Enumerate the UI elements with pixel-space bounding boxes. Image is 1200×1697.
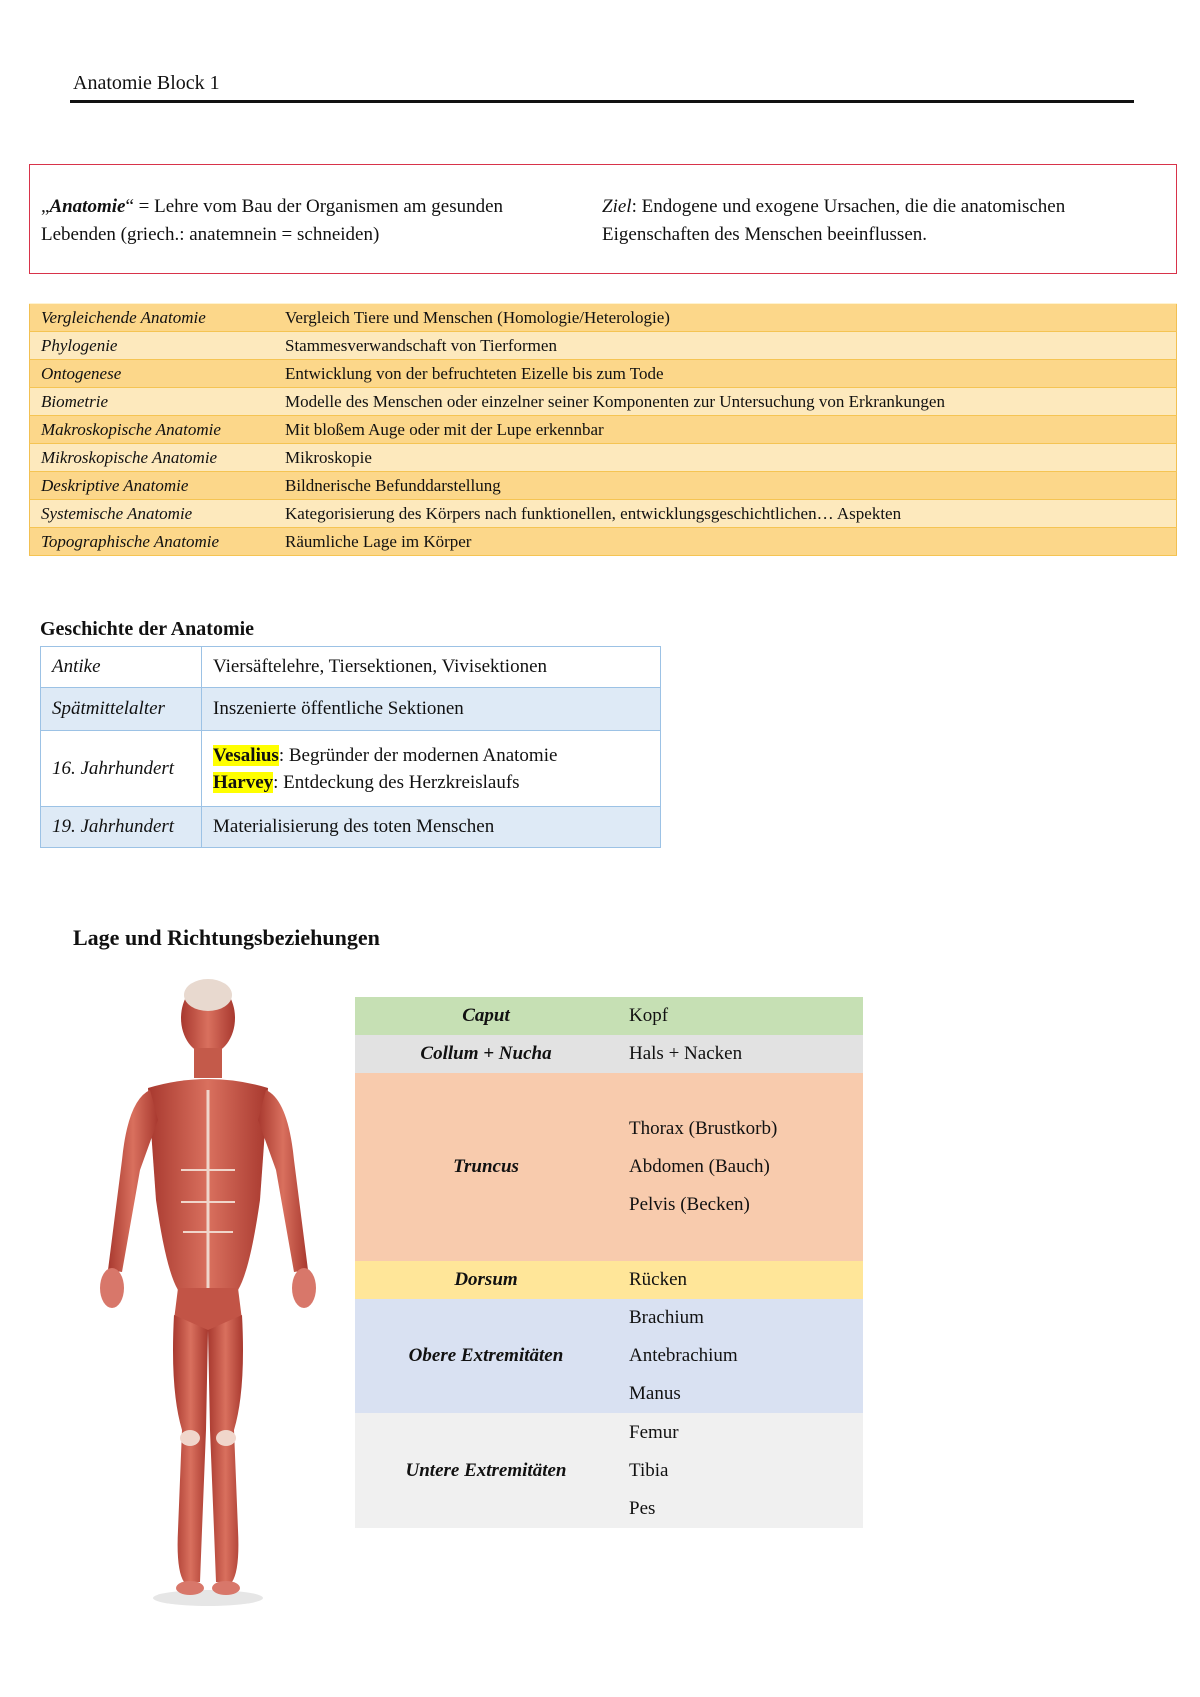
- regions-table: [355, 997, 863, 1528]
- specialty-term: Systemische Anatomie: [30, 500, 275, 528]
- table-row: [30, 416, 1177, 444]
- specialty-desc: Stammesverwandschaft von Tierformen: [274, 332, 1177, 360]
- history-text: Viersäftelehre, Tiersektionen, Vivisektionen: [202, 647, 661, 688]
- table-row: [355, 1413, 863, 1528]
- definition-text: = Lehre vom Bau der Organismen am gesunden Lebenden (griech.: anatemnein = schneiden): [41, 196, 504, 245]
- table-row: [355, 997, 863, 1035]
- history-text: Materialisierung des toten Menschen: [202, 807, 661, 848]
- region-value: Rücken: [629, 1269, 688, 1290]
- history-table: [40, 646, 661, 848]
- specialty-term: Vergleichende Anatomie: [30, 304, 275, 332]
- history-text-16th: [202, 731, 661, 807]
- table-row: [355, 1073, 863, 1261]
- region-value: Abdomen (Bauch): [629, 1156, 770, 1177]
- muscle-anatomy-figure-icon: [78, 970, 338, 1610]
- table-row: [41, 647, 661, 688]
- close-quote: “: [125, 196, 134, 217]
- specialty-term: Deskriptive Anatomie: [30, 472, 275, 500]
- specialty-desc: Mit bloßem Auge oder mit der Lupe erkennbar: [274, 416, 1177, 444]
- table-row: [355, 1261, 863, 1299]
- region-value: Kopf: [629, 1005, 669, 1026]
- region-value: Thorax (Brustkorb): [629, 1118, 778, 1139]
- region-name: Dorsum: [355, 1261, 617, 1299]
- table-row: [355, 1299, 863, 1413]
- history-text: Inszenierte öffentliche Sektionen: [202, 688, 661, 731]
- history-era: 16. Jahrhundert: [41, 731, 202, 807]
- specialty-term: Biometrie: [30, 388, 275, 416]
- ziel-text: : Endogene und exogene Ursachen, die die anatomischen Eigenschaften des Menschen beeinflussen.: [602, 196, 1066, 245]
- specialty-desc: Kategorisierung des Körpers nach funktionellen, entwicklungsgeschichtlichen… Aspekten: [274, 500, 1177, 528]
- specialty-term: Ontogenese: [30, 360, 275, 388]
- header-rule: [70, 100, 1134, 103]
- table-row: [30, 304, 1177, 332]
- specialty-term: Mikroskopische Anatomie: [30, 444, 275, 472]
- table-row: [30, 500, 1177, 528]
- specialty-desc: Bildnerische Befunddarstellung: [274, 472, 1177, 500]
- history-era: 19. Jahrhundert: [41, 807, 202, 848]
- specialty-term: Topographische Anatomie: [30, 528, 275, 556]
- harvey-line: [213, 769, 649, 796]
- specialty-desc: Räumliche Lage im Körper: [274, 528, 1177, 556]
- region-values: [617, 1073, 863, 1261]
- region-value: Antebrachium: [629, 1345, 738, 1366]
- region-value: Tibia: [629, 1459, 669, 1481]
- definition-anatomie: [41, 193, 561, 249]
- specialty-desc: Mikroskopie: [274, 444, 1177, 472]
- region-name: Caput: [355, 997, 617, 1035]
- page-header-title: Anatomie Block 1: [73, 72, 220, 94]
- harvey-text: : Entdeckung des Herzkreislaufs: [273, 771, 520, 793]
- table-row: [355, 1035, 863, 1073]
- region-values: [617, 997, 863, 1035]
- vesalius-line: [213, 742, 649, 769]
- table-row: [30, 472, 1177, 500]
- region-name: Truncus: [355, 1073, 617, 1261]
- open-quote: „: [41, 196, 50, 217]
- history-era: Spätmittelalter: [41, 688, 202, 731]
- region-name: Collum + Nucha: [355, 1035, 617, 1073]
- region-values: [617, 1261, 863, 1299]
- specialty-desc: Modelle des Menschen oder einzelner seiner Komponenten zur Untersuchung von Erkrankungen: [274, 388, 1177, 416]
- table-row: [30, 360, 1177, 388]
- region-value: Manus: [629, 1383, 681, 1404]
- harvey-name: Harvey: [213, 771, 274, 793]
- region-value: Femur: [629, 1421, 679, 1443]
- ziel-label: Ziel: [602, 196, 632, 217]
- table-row: [30, 388, 1177, 416]
- region-value: Hals + Nacken: [629, 1043, 743, 1064]
- table-row: [30, 528, 1177, 556]
- region-value: Brachium: [629, 1307, 704, 1328]
- definition-box: [29, 164, 1177, 274]
- definition-ziel: [602, 193, 1142, 249]
- table-row: [41, 688, 661, 731]
- history-title: Geschichte der Anatomie: [40, 618, 255, 640]
- region-name: Obere Extremitäten: [355, 1299, 617, 1413]
- region-values: [617, 1413, 863, 1528]
- region-value: Pelvis (Becken): [629, 1194, 750, 1215]
- history-era: Antike: [41, 647, 202, 688]
- specialties-table: [29, 303, 1177, 556]
- vesalius-name: Vesalius: [213, 744, 279, 766]
- region-values: [617, 1035, 863, 1073]
- specialty-term: Phylogenie: [30, 332, 275, 360]
- region-values: [617, 1299, 863, 1413]
- vesalius-text: : Begründer der modernen Anatomie: [278, 744, 558, 766]
- region-value: Pes: [629, 1497, 656, 1519]
- specialty-desc: Entwicklung von der befruchteten Eizelle bis zum Tode: [274, 360, 1177, 388]
- definition-term: Anatomie: [49, 196, 126, 217]
- table-row: [41, 807, 661, 848]
- lage-title: Lage und Richtungsbeziehungen: [73, 925, 380, 950]
- table-row: [30, 332, 1177, 360]
- specialty-desc: Vergleich Tiere und Menschen (Homologie/Heterologie): [274, 304, 1177, 332]
- specialty-term: Makroskopische Anatomie: [30, 416, 275, 444]
- region-name: Untere Extremitäten: [355, 1413, 617, 1528]
- table-row: [41, 731, 661, 807]
- table-row: [30, 444, 1177, 472]
